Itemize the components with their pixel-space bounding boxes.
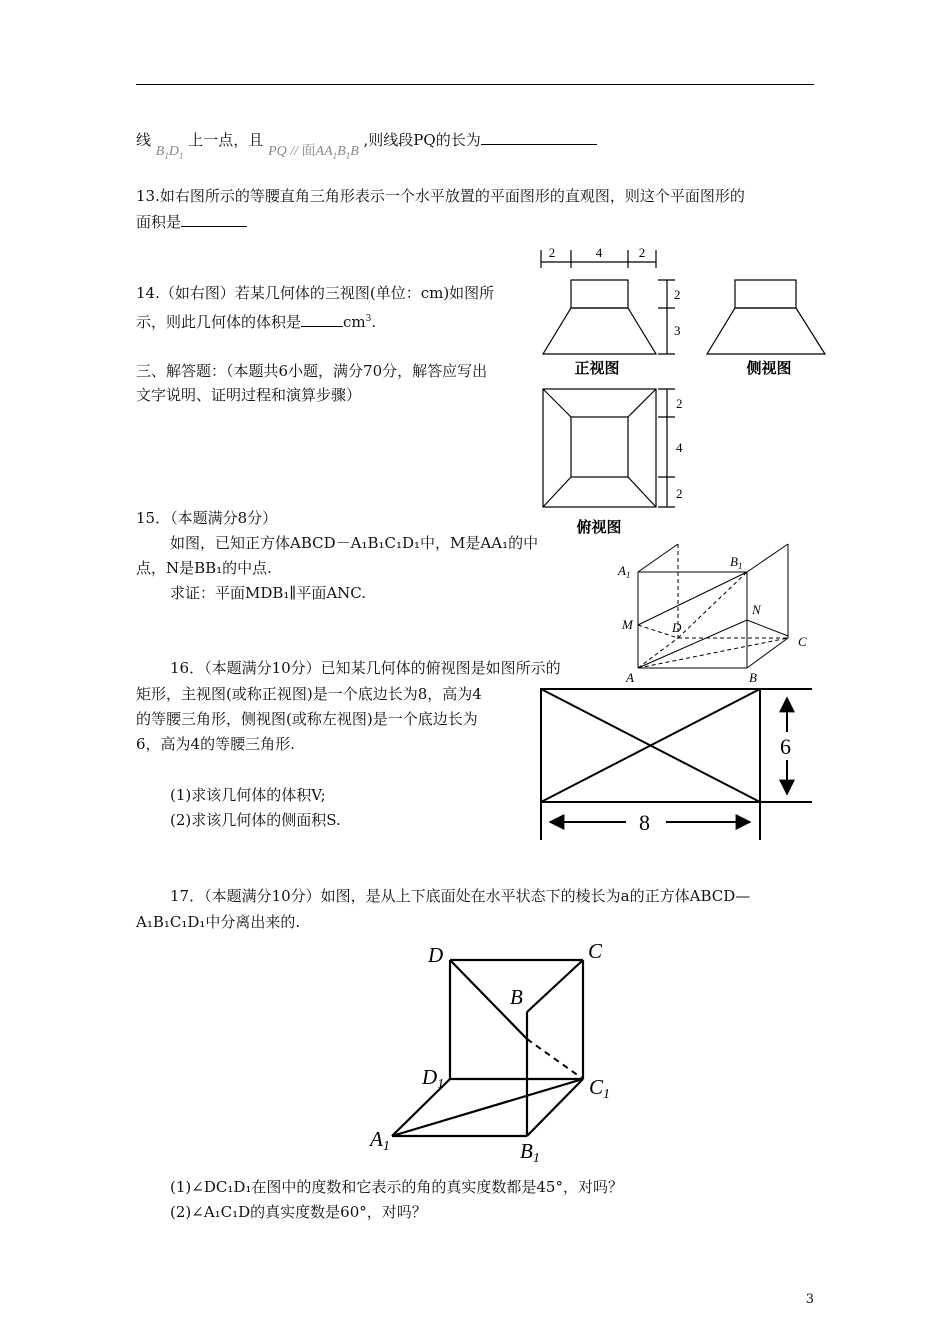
- top-view-label: 俯视图: [576, 520, 622, 536]
- front-view-label: 正视图: [574, 361, 620, 377]
- label17-B1: B1: [520, 1139, 540, 1166]
- q16-line1: 16．（本题满分10分）已知某几何体的俯视图是如图所示的: [170, 659, 561, 677]
- label17-C1: C1: [589, 1075, 611, 1102]
- label-N: N: [752, 602, 761, 617]
- dim-topview-1: 2: [676, 396, 683, 411]
- q17-part1: (1)∠DC₁D₁在图中的度数和它表示的角的真实度数都是45°，对吗？: [170, 1178, 623, 1196]
- q12-line: 线 $B_1D_1$ 上一点，且 PQ // 面$AA_1B_1B$ ,则线段PQ的长为: [136, 127, 597, 159]
- cube-figure-15: [612, 542, 818, 684]
- dim-topview-3: 2: [676, 486, 683, 501]
- q16-line3: 的等腰三角形，侧视图(或称左视图)是一个底边长为: [136, 710, 478, 728]
- label-M: M: [622, 617, 633, 632]
- three-view-figure: [530, 240, 830, 540]
- dim-top-3: 2: [638, 245, 646, 260]
- label-A: A: [626, 670, 634, 684]
- answer-blank-13: [181, 212, 247, 227]
- q14-line2: 示，则此几何体的体积是 $cm^3$.: [136, 313, 377, 331]
- label17-D: D: [428, 943, 444, 967]
- q16-line2: 矩形，主视图(或称正视图)是一个底边长为8，高为4: [136, 685, 482, 703]
- rect-figure-16: [536, 684, 812, 840]
- q16-part1: (1)求该几何体的体积V;: [170, 786, 326, 804]
- q13-line1: 13.如右图所示的等腰直角三角形表示一个水平放置的平面图形的直观图，则这个平面图形的: [136, 187, 745, 205]
- q16-line4: 6，高为4的等腰三角形.: [136, 735, 295, 753]
- section3-line2: 文字说明、证明过程和演算步骤）: [136, 386, 362, 404]
- q15-line3: 求证：平面MDB₁∥平面ANC.: [170, 584, 367, 602]
- dim-topview-2: 4: [676, 440, 683, 455]
- answer-blank-14: [301, 312, 343, 327]
- figure-17: [362, 936, 622, 1170]
- q15-head: 15．（本题满分8分）: [136, 509, 278, 527]
- label17-D1: D1: [422, 1065, 445, 1092]
- label-B1: $B_1$: [730, 554, 743, 571]
- q16-part2: (2)求该几何体的侧面积S.: [170, 811, 341, 829]
- label17-B: B: [510, 985, 523, 1009]
- label-B: B: [749, 670, 757, 684]
- label-D: D: [672, 620, 682, 635]
- q13-line2: 面积是: [136, 209, 247, 235]
- q15-line1: 如图，已知正方体ABCD－A₁B₁C₁D₁中，M是AA₁的中: [170, 534, 539, 552]
- section3-line1: 三、解答题：（本题共6小题，满分70分，解答应写出: [136, 362, 488, 380]
- dim-front-2: 3: [674, 323, 681, 338]
- q15-line2: 点，N是BB₁的中点.: [136, 559, 272, 577]
- dim-top-1: 2: [548, 245, 556, 260]
- dim-top-2: 4: [595, 245, 603, 260]
- answer-blank-12: [481, 130, 597, 145]
- label-C: C: [798, 634, 807, 649]
- q17-line1: 17．（本题满分10分）如图，是从上下底面处在水平状态下的棱长为a的正方体ABCD—: [170, 887, 751, 905]
- header-rule: [136, 84, 814, 85]
- side-view-label: 侧视图: [746, 361, 792, 377]
- label17-A1: A1: [370, 1127, 390, 1154]
- dim-front-1: 2: [674, 287, 681, 302]
- q14-line1: 14.（如右图）若某几何体的三视图(单位：cm)如图所: [136, 284, 495, 302]
- height-label-6: 6: [780, 734, 791, 759]
- width-label-8: 8: [639, 810, 650, 835]
- label-A1: $A_1$: [618, 563, 631, 580]
- label17-C: C: [588, 939, 603, 963]
- q17-part2: (2)∠A₁C₁D的真实度数是60°，对吗？: [170, 1203, 427, 1221]
- page-number: 3: [805, 1292, 814, 1307]
- q17-line2: A₁B₁C₁D₁中分离出来的.: [136, 913, 301, 931]
